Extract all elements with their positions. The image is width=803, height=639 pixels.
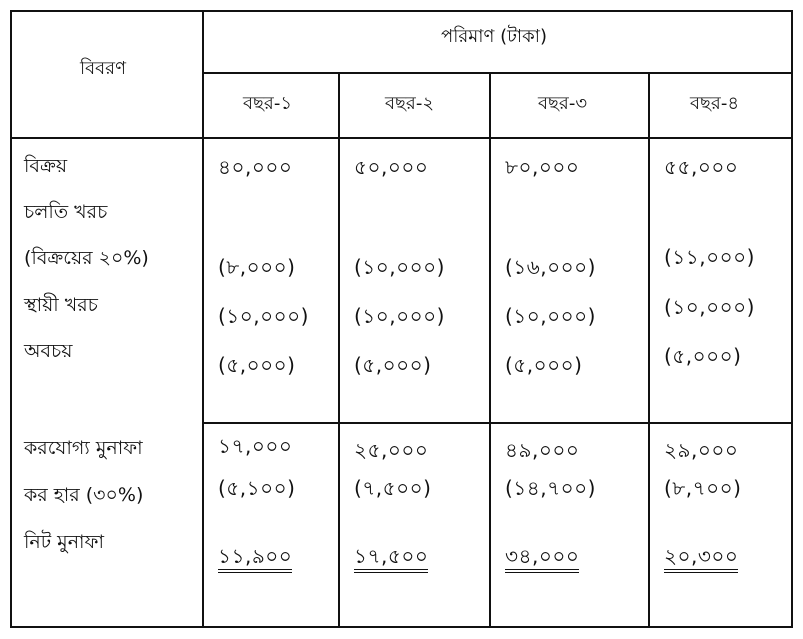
taxable-profit-year-2: ২৫,০০০ (354, 438, 429, 462)
taxable-profit-year-3: ৪৯,০০০ (505, 438, 580, 462)
section-divider (203, 422, 793, 424)
depreciation-year-3: (৫,০০০) (505, 353, 583, 377)
column-line-2 (338, 72, 340, 628)
description-header: বিবরণ (80, 58, 126, 79)
fixed-cost-year-2: (১০,০০০) (354, 304, 445, 328)
tax-year-1: (৫,১০০) (218, 476, 296, 500)
taxable-profit-year-4: ২৯,০০০ (664, 438, 739, 462)
sales-year-2: ৫০,০০০ (354, 155, 429, 179)
fixed-cost-year-1: (১০,০০০) (218, 304, 309, 328)
depreciation-year-1: (৫,০০০) (218, 353, 296, 377)
year-4-header: বছর-৪ (690, 93, 740, 114)
variable-cost-year-2: (১০,০০০) (354, 255, 445, 279)
year-2-header: বছর-২ (385, 93, 435, 114)
sales-year-3: ৮০,০০০ (505, 155, 580, 179)
table-border-top (10, 10, 793, 12)
row-label-taxable-profit: করযোগ্য মুনাফা (24, 437, 143, 459)
row-label-depreciation: অবচয় (24, 340, 73, 362)
column-line-3 (489, 72, 491, 628)
tax-year-4: (৮,৭০০) (664, 476, 742, 500)
header-divider (203, 72, 793, 74)
row-label-net-profit: নিট মুনাফা (24, 531, 104, 553)
fixed-cost-year-3: (১০,০০০) (505, 304, 596, 328)
table-border-left (10, 10, 12, 628)
table-border-bottom (10, 626, 793, 628)
header-bottom-line (10, 137, 793, 139)
taxable-profit-year-1: ১৭,০০০ (218, 434, 293, 458)
net-profit-year-4: ২০,৩০০ (664, 544, 738, 573)
variable-cost-year-1: (৮,০০০) (218, 255, 296, 279)
year-1-header: বছর-১ (243, 93, 293, 114)
depreciation-year-4: (৫,০০০) (664, 344, 742, 368)
column-line-4 (648, 72, 650, 628)
column-line-1 (202, 10, 204, 628)
variable-cost-year-3: (১৬,০০০) (505, 255, 596, 279)
variable-cost-year-4: (১১,০০০) (664, 245, 755, 269)
tax-year-2: (৭,৫০০) (354, 476, 432, 500)
depreciation-year-2: (৫,০০০) (354, 353, 432, 377)
net-profit-year-1: ১১,৯০০ (218, 544, 292, 573)
row-label-variable-cost-pct: (বিক্রয়ের ২০%) (24, 247, 149, 269)
row-label-fixed-cost: স্থায়ী খরচ (24, 294, 98, 316)
tax-year-3: (১৪,৭০০) (505, 476, 596, 500)
row-label-variable-cost: চলতি খরচ (24, 201, 108, 223)
sales-year-4: ৫৫,০০০ (664, 155, 739, 179)
net-profit-year-3: ৩৪,০০০ (505, 544, 579, 573)
table-border-right (791, 10, 793, 628)
net-profit-year-2: ১৭,৫০০ (354, 544, 428, 573)
row-label-tax-rate: কর হার (৩০%) (24, 484, 144, 506)
row-label-sales: বিক্রয় (24, 155, 68, 177)
fixed-cost-year-4: (১০,০০০) (664, 295, 755, 319)
sales-year-1: ৪০,০০০ (218, 155, 293, 179)
year-3-header: বছর-৩ (538, 93, 588, 114)
amount-header: পরিমাণ (টাকা) (441, 26, 547, 47)
